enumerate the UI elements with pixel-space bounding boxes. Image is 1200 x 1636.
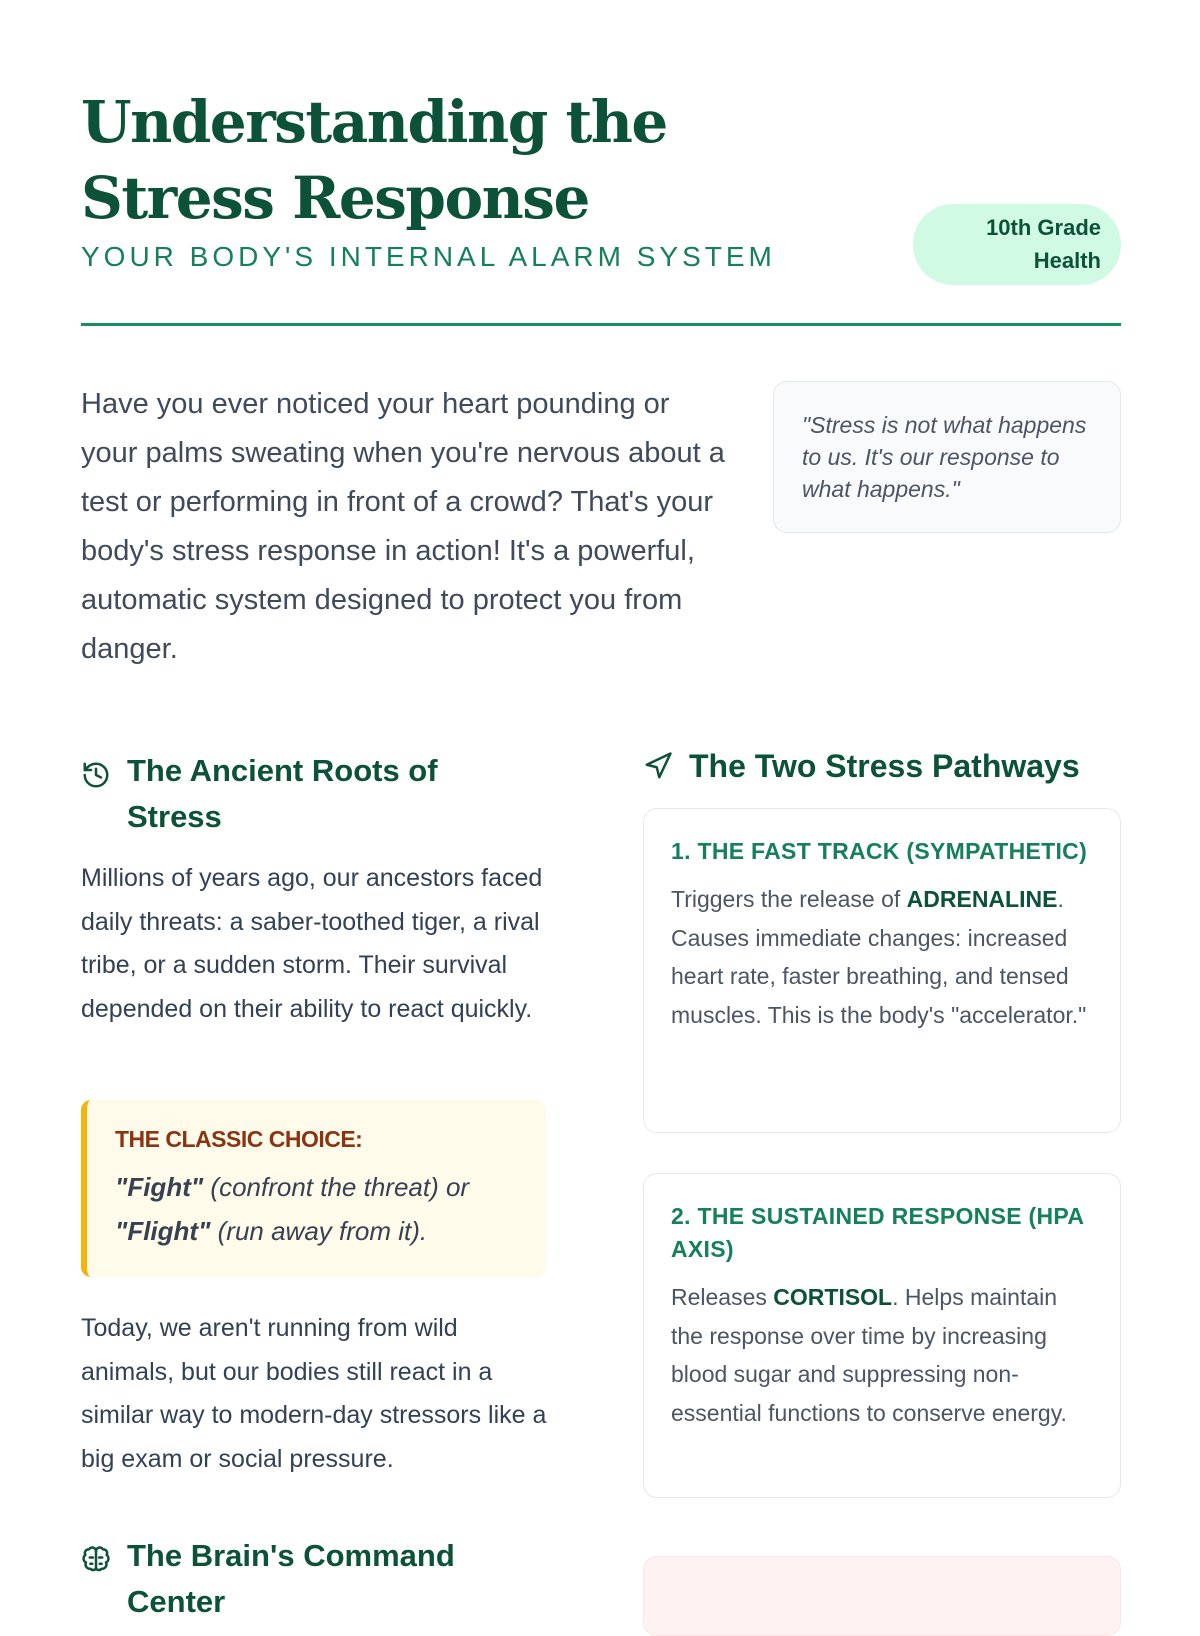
history-icon <box>81 760 111 790</box>
section-title-pathways: The Two Stress Pathways <box>689 748 1080 784</box>
warning-card <box>643 1556 1121 1636</box>
callout-text <box>115 1165 520 1253</box>
intro-paragraph: Have you ever noticed your heart pounding or your palms sweating when you're nervous about a test or performing in front of a crowd? That's your body's stress response in action! It's a powerful, automatic system designed to protect you from danger. <box>81 388 725 665</box>
fast-track-text-before: Triggers the release of <box>671 886 907 912</box>
sustained-response-card <box>643 1173 1121 1498</box>
section-title-ancient-roots: The Ancient Roots of Stress <box>127 753 438 834</box>
header-divider <box>81 323 1121 326</box>
fast-track-text <box>671 880 1094 1034</box>
section-title-brain: The Brain's Command Center <box>127 1538 455 1619</box>
navigation-icon <box>643 751 673 781</box>
classic-choice-callout <box>81 1100 546 1277</box>
cortisol-term: CORTISOL <box>773 1284 893 1310</box>
fast-track-text-after: . Causes immediate changes: increased heart rate, faster breathing, and tensed muscles. This is the body's "accelerator." <box>671 886 1087 1028</box>
ancient-roots-paragraph: Millions of years ago, our ancestors faced daily threats: a saber-toothed tiger, a rival tribe, or a sudden storm. Their survival depended on their ability to react quickly. <box>81 864 543 1023</box>
sustained-text-after: . Helps maintain the response over time by increasing blood sugar and suppressing non-essential functions to conserve energy. <box>671 1284 1067 1426</box>
sustained-response-text <box>671 1278 1094 1432</box>
sustained-text-before: Releases <box>671 1284 774 1310</box>
brain-icon <box>81 1545 111 1575</box>
flight-description: (run away from it). <box>210 1216 428 1246</box>
page-title: Understanding the Stress Response <box>81 88 667 232</box>
quote-box: "Stress is not what happens to us. It's our response to what happens." <box>773 381 1121 533</box>
fight-description: (confront the threat) or <box>203 1172 470 1202</box>
section-header-brain <box>81 1533 551 1625</box>
modern-stress-paragraph: Today, we aren't running from wild animals, but our bodies still react in a similar way to modern-day stressors like a big exam or social pressure. <box>81 1314 547 1473</box>
fast-track-title: 1. THE FAST TRACK (SYMPATHETIC) <box>671 838 1088 864</box>
grade-badge: 10th Grade Health <box>913 204 1121 285</box>
sustained-response-title: 2. THE SUSTAINED RESPONSE (HPA AXIS) <box>671 1203 1084 1262</box>
section-header-ancient-roots <box>81 748 521 840</box>
adrenaline-term: ADRENALINE <box>906 886 1058 912</box>
callout-label: THE CLASSIC CHOICE: <box>115 1126 363 1152</box>
flight-term: "Flight" <box>115 1216 211 1246</box>
page <box>81 0 1121 1619</box>
fight-term: "Fight" <box>115 1172 204 1202</box>
page-subtitle: YOUR BODY'S INTERNAL ALARM SYSTEM <box>81 241 776 272</box>
section-header-pathways <box>643 743 1121 789</box>
fast-track-card <box>643 808 1121 1133</box>
